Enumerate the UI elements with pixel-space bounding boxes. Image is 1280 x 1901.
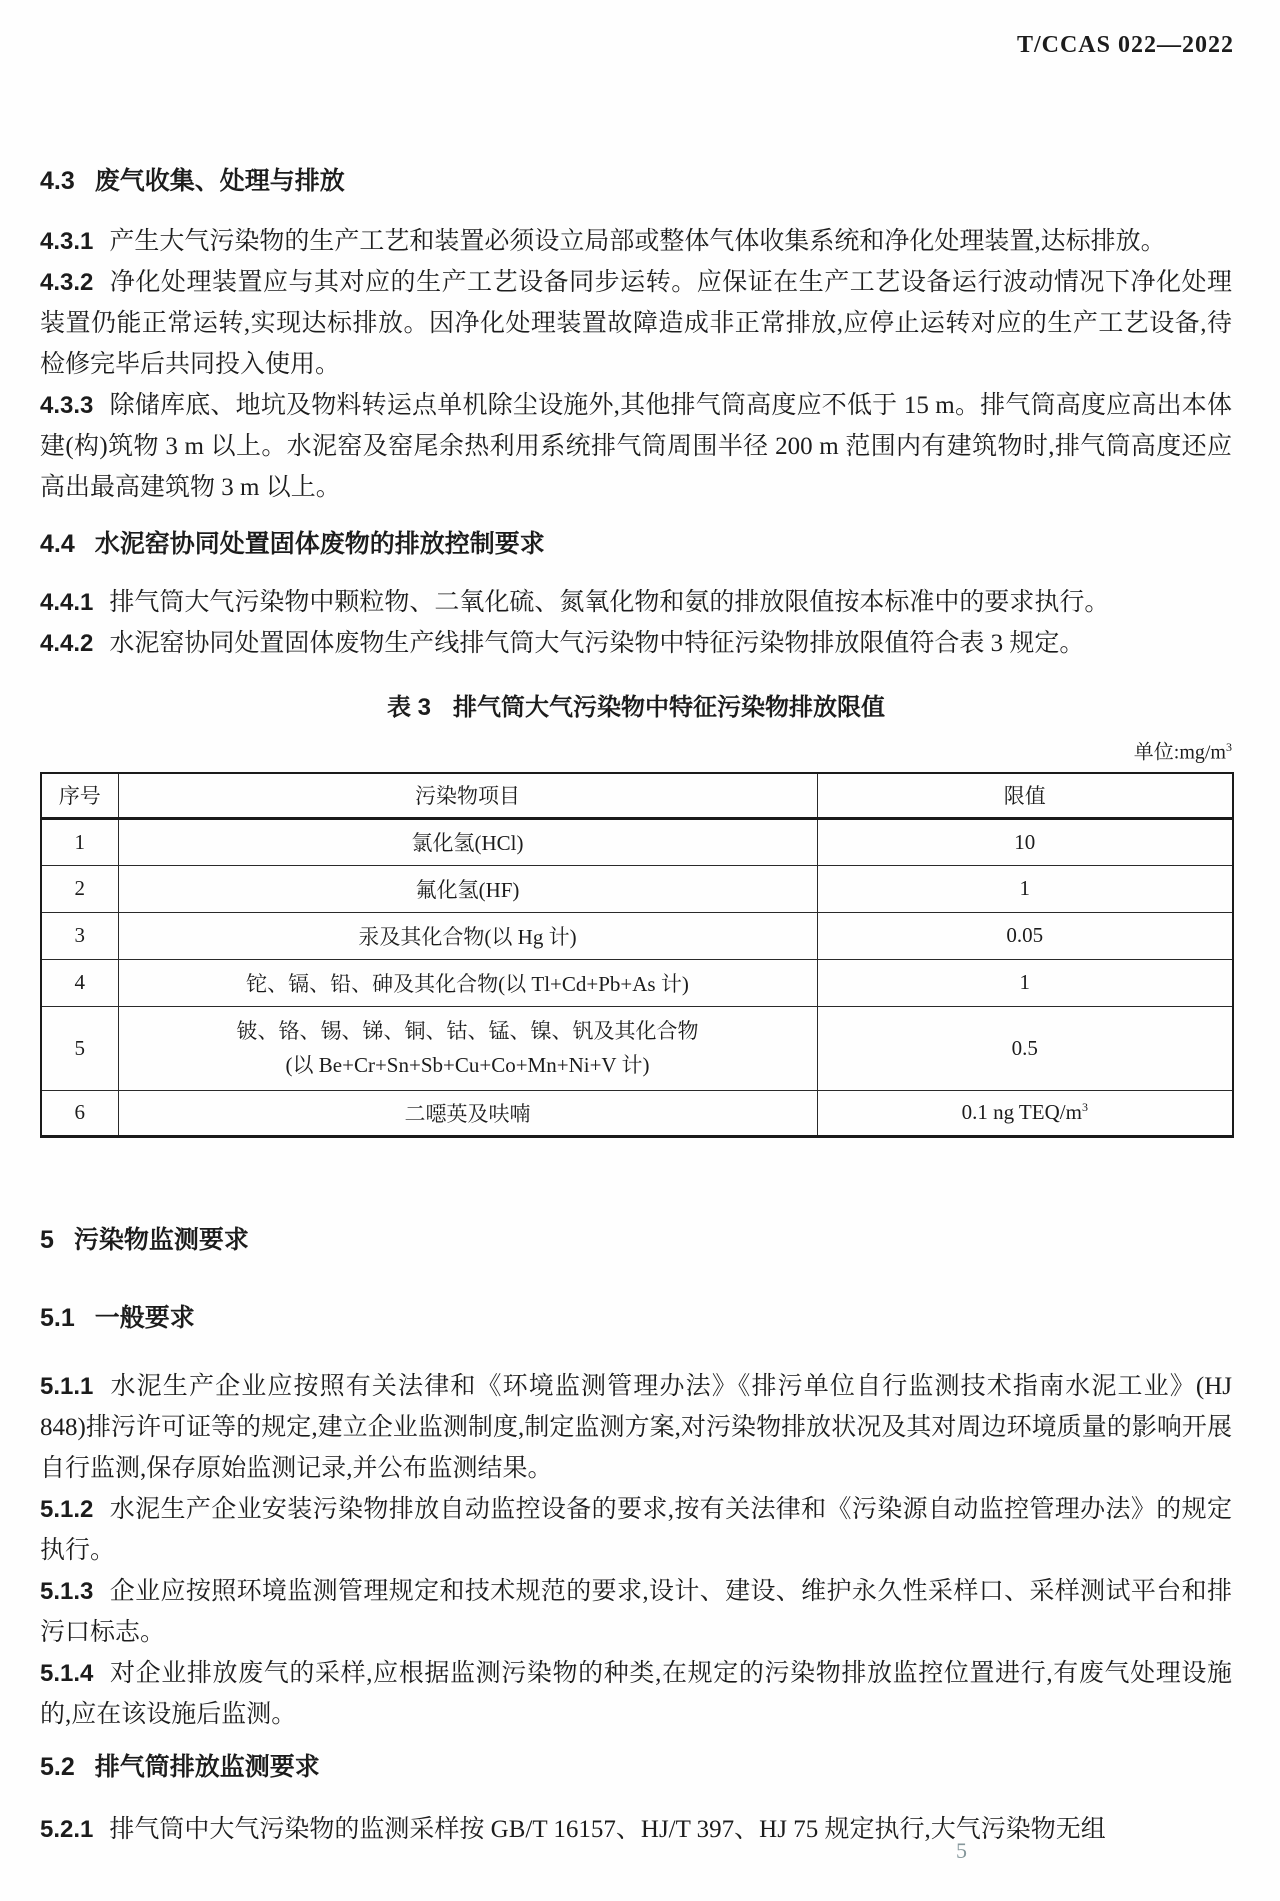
clause-5-2-1 (40, 1809, 1232, 1850)
clause-text: 对企业排放废气的采样,应根据监测污染物的种类,在规定的污染物排放监控位置进行,有废气处理设施的,应在该设施后监测。 (40, 1659, 1232, 1728)
table-row (41, 1090, 1233, 1136)
heading-title: 水泥窑协同处置固体废物的排放控制要求 (94, 530, 545, 558)
cell-item: 汞及其化合物(以 Hg 计) (118, 912, 817, 959)
table-row (41, 865, 1233, 912)
heading-5-1 (40, 1302, 1232, 1334)
clause-4-3-1 (40, 221, 1232, 262)
heading-number: 4.4 (40, 530, 75, 558)
unit-superscript: 3 (1226, 740, 1232, 754)
limit-superscript: 3 (1081, 1100, 1088, 1115)
clause-number: 5.1.2 (40, 1495, 94, 1523)
heading-number: 5.1 (40, 1303, 75, 1332)
heading-number: 4.3 (40, 167, 75, 195)
table-header-row (41, 773, 1233, 819)
clause-number: 5.1.1 (40, 1372, 94, 1400)
clause-text: 水泥生产企业应按照有关法律和《环境监测管理办法》《排污单位自行监测技术指南水泥工业》(HJ 848)排污许可证等的规定,建立企业监测制度,制定监测方案,对污染物排放状况及其对周边环境质量的影响开展自行监测,保存原始监测记录,并公布监测结果。 (40, 1372, 1232, 1482)
cell-no: 6 (41, 1090, 118, 1136)
clause-5-1-1 (40, 1366, 1232, 1489)
clause-number: 4.4.1 (40, 589, 94, 616)
table-caption-label: 表 3 (386, 694, 431, 721)
table-caption-title: 排气筒大气污染物中特征污染物排放限值 (453, 694, 885, 721)
table-row (41, 959, 1233, 1006)
clause-5-1-3 (40, 1571, 1232, 1653)
limit-value: 0.1 ng TEQ/m (961, 1100, 1082, 1125)
clause-5-1-2 (40, 1489, 1232, 1571)
page-content (40, 0, 1232, 1850)
clause-5-1-4 (40, 1653, 1232, 1735)
col-header-limit: 限值 (817, 773, 1233, 819)
clause-text: 净化处理装置应与其对应的生产工艺设备同步运转。应保证在生产工艺设备运行波动情况下净化处理装置仍能正常运转,实现达标排放。因净化处理装置故障造成非正常排放,应停止运转对应的生产工艺设备,待检修完毕后共同投入使用。 (40, 269, 1232, 378)
heading-4-4 (40, 528, 1232, 560)
cell-limit: 0.05 (817, 912, 1233, 959)
heading-4-3 (40, 165, 1232, 197)
clause-number: 5.1.3 (40, 1577, 94, 1605)
clause-4-4-2 (40, 623, 1232, 664)
cell-no: 2 (41, 865, 118, 912)
cell-limit: 1 (817, 959, 1233, 1006)
heading-5-2 (40, 1751, 1232, 1783)
clause-number: 4.3.1 (40, 228, 94, 255)
cell-item-line2: (以 Be+Cr+Sn+Sb+Cu+Co+Mn+Ni+V 计) (285, 1053, 650, 1078)
heading-title: 一般要求 (94, 1303, 195, 1332)
clause-4-3-3 (40, 385, 1232, 508)
page-header-doc-code: T/CCAS 022—2022 (1016, 32, 1234, 58)
cell-item: 二噁英及呋喃 (118, 1090, 817, 1136)
clause-text: 企业应按照环境监测管理规定和技术规范的要求,设计、建设、维护永久性采样口、采样测试平台和排污口标志。 (40, 1577, 1232, 1646)
unit-text: 单位:mg/m (1133, 741, 1226, 764)
cell-item: 铊、镉、铅、砷及其化合物(以 Tl+Cd+Pb+As 计) (118, 959, 817, 1006)
page-number: 5 (956, 1838, 967, 1863)
cell-limit: 1 (817, 865, 1233, 912)
cell-item (118, 1006, 817, 1090)
clause-text: 水泥生产企业安装污染物排放自动监控设备的要求,按有关法律和《污染源自动监控管理办法》的规定执行。 (40, 1495, 1232, 1564)
table-row (41, 818, 1233, 865)
heading-5 (40, 1224, 1232, 1256)
cell-no: 5 (41, 1006, 118, 1090)
clause-number: 4.3.3 (40, 392, 94, 419)
heading-title: 排气筒排放监测要求 (94, 1752, 320, 1781)
clause-number: 4.4.2 (40, 630, 94, 657)
heading-title: 废气收集、处理与排放 (94, 167, 345, 195)
heading-number: 5 (40, 1225, 54, 1254)
table-3-unit-note (40, 734, 1232, 766)
cell-limit: 10 (817, 818, 1233, 865)
cell-item: 氯化氢(HCl) (118, 818, 817, 865)
clause-text: 排气筒中大气污染物的监测采样按 GB/T 16157、HJ/T 397、HJ 75 规定执行,大气污染物无组 (109, 1815, 1106, 1843)
heading-title: 污染物监测要求 (73, 1225, 249, 1254)
clause-number: 5.1.4 (40, 1659, 94, 1687)
cell-limit: 0.5 (817, 1006, 1233, 1090)
clause-text: 排气筒大气污染物中颗粒物、二氧化硫、氮氧化物和氨的排放限值按本标准中的要求执行。 (109, 589, 1110, 616)
clause-4-4-1 (40, 582, 1232, 623)
cell-limit (817, 1090, 1233, 1136)
cell-no: 3 (41, 912, 118, 959)
table-3-caption (40, 692, 1232, 724)
clause-4-3-2 (40, 262, 1232, 385)
table-row (41, 1006, 1233, 1090)
clause-number: 5.2.1 (40, 1815, 94, 1843)
table-3 (40, 772, 1234, 1138)
cell-item: 氟化氢(HF) (118, 865, 817, 912)
cell-no: 1 (41, 818, 118, 865)
clause-text: 除储库底、地坑及物料转运点单机除尘设施外,其他排气筒高度应不低于 15 m。排气筒高度应高出本体建(构)筑物 3 m 以上。水泥窑及窑尾余热利用系统排气筒周围半径 200 m 范围内有建筑物时,排气筒高度还应高出最高建筑物 3 m 以上。 (40, 392, 1232, 501)
col-header-index: 序号 (41, 773, 118, 819)
cell-item-line1: 铍、铬、锡、锑、铜、钴、锰、镍、钒及其化合物 (236, 1019, 699, 1044)
clause-text: 产生大气污染物的生产工艺和装置必须设立局部或整体气体收集系统和净化处理装置,达标排放。 (109, 228, 1166, 255)
clause-number: 4.3.2 (40, 269, 94, 296)
cell-no: 4 (41, 959, 118, 1006)
col-header-pollutant: 污染物项目 (118, 773, 817, 819)
heading-number: 5.2 (40, 1752, 75, 1781)
clause-text: 水泥窑协同处置固体废物生产线排气筒大气污染物中特征污染物排放限值符合表 3 规定。 (109, 630, 1085, 657)
table-row (41, 912, 1233, 959)
